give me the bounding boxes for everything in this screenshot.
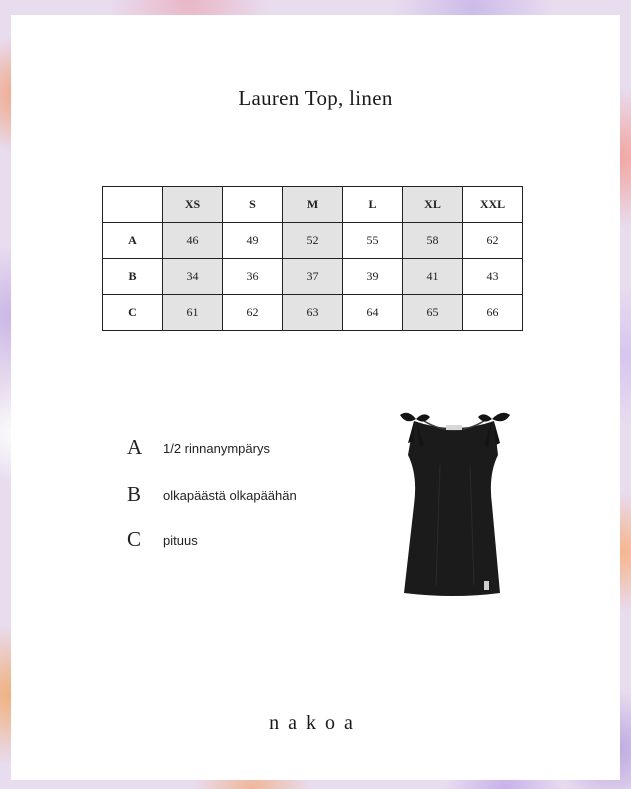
table-cell: 52	[283, 223, 343, 259]
row-label: C	[103, 295, 163, 331]
table-header-cell: L	[343, 187, 403, 223]
size-table	[102, 186, 523, 331]
table-header-cell	[103, 187, 163, 223]
page-title: Lauren Top, linen	[238, 86, 393, 110]
row-label: B	[103, 259, 163, 295]
table-row	[103, 295, 523, 331]
table-cell: 49	[223, 223, 283, 259]
table-cell: 36	[223, 259, 283, 295]
table-cell: 39	[343, 259, 403, 295]
table-cell: 63	[283, 295, 343, 331]
table-cell: 55	[343, 223, 403, 259]
legend-text: olkapäästä olkapäähän	[163, 488, 297, 503]
table-cell: 58	[403, 223, 463, 259]
legend-text: 1/2 rinnanympärys	[163, 441, 270, 456]
table-cell: 66	[463, 295, 523, 331]
table-header-row	[103, 187, 523, 223]
table-cell: 62	[223, 295, 283, 331]
table-row	[103, 223, 523, 259]
table-cell: 61	[163, 295, 223, 331]
size-chart-card	[11, 15, 620, 780]
row-label: A	[103, 223, 163, 259]
table-cell: 37	[283, 259, 343, 295]
table-header-cell: XS	[163, 187, 223, 223]
legend-letter: C	[127, 527, 142, 551]
legend-letter: A	[127, 435, 143, 459]
garment-image	[380, 405, 528, 605]
legend-item-c	[127, 527, 387, 557]
legend-letter: B	[127, 482, 142, 506]
table-header-cell: XL	[403, 187, 463, 223]
table-cell: 64	[343, 295, 403, 331]
table-cell: 62	[463, 223, 523, 259]
table-cell: 65	[403, 295, 463, 331]
legend-item-b	[127, 482, 387, 512]
table-row	[103, 259, 523, 295]
table-header-cell: XXL	[463, 187, 523, 223]
table-cell: 46	[163, 223, 223, 259]
legend-text: pituus	[163, 533, 198, 548]
brand-logo: nakoa	[269, 712, 362, 734]
table-header-cell: S	[223, 187, 283, 223]
table-cell: 43	[463, 259, 523, 295]
table-cell: 34	[163, 259, 223, 295]
table-cell: 41	[403, 259, 463, 295]
legend-item-a	[127, 435, 387, 465]
table-header-cell: M	[283, 187, 343, 223]
